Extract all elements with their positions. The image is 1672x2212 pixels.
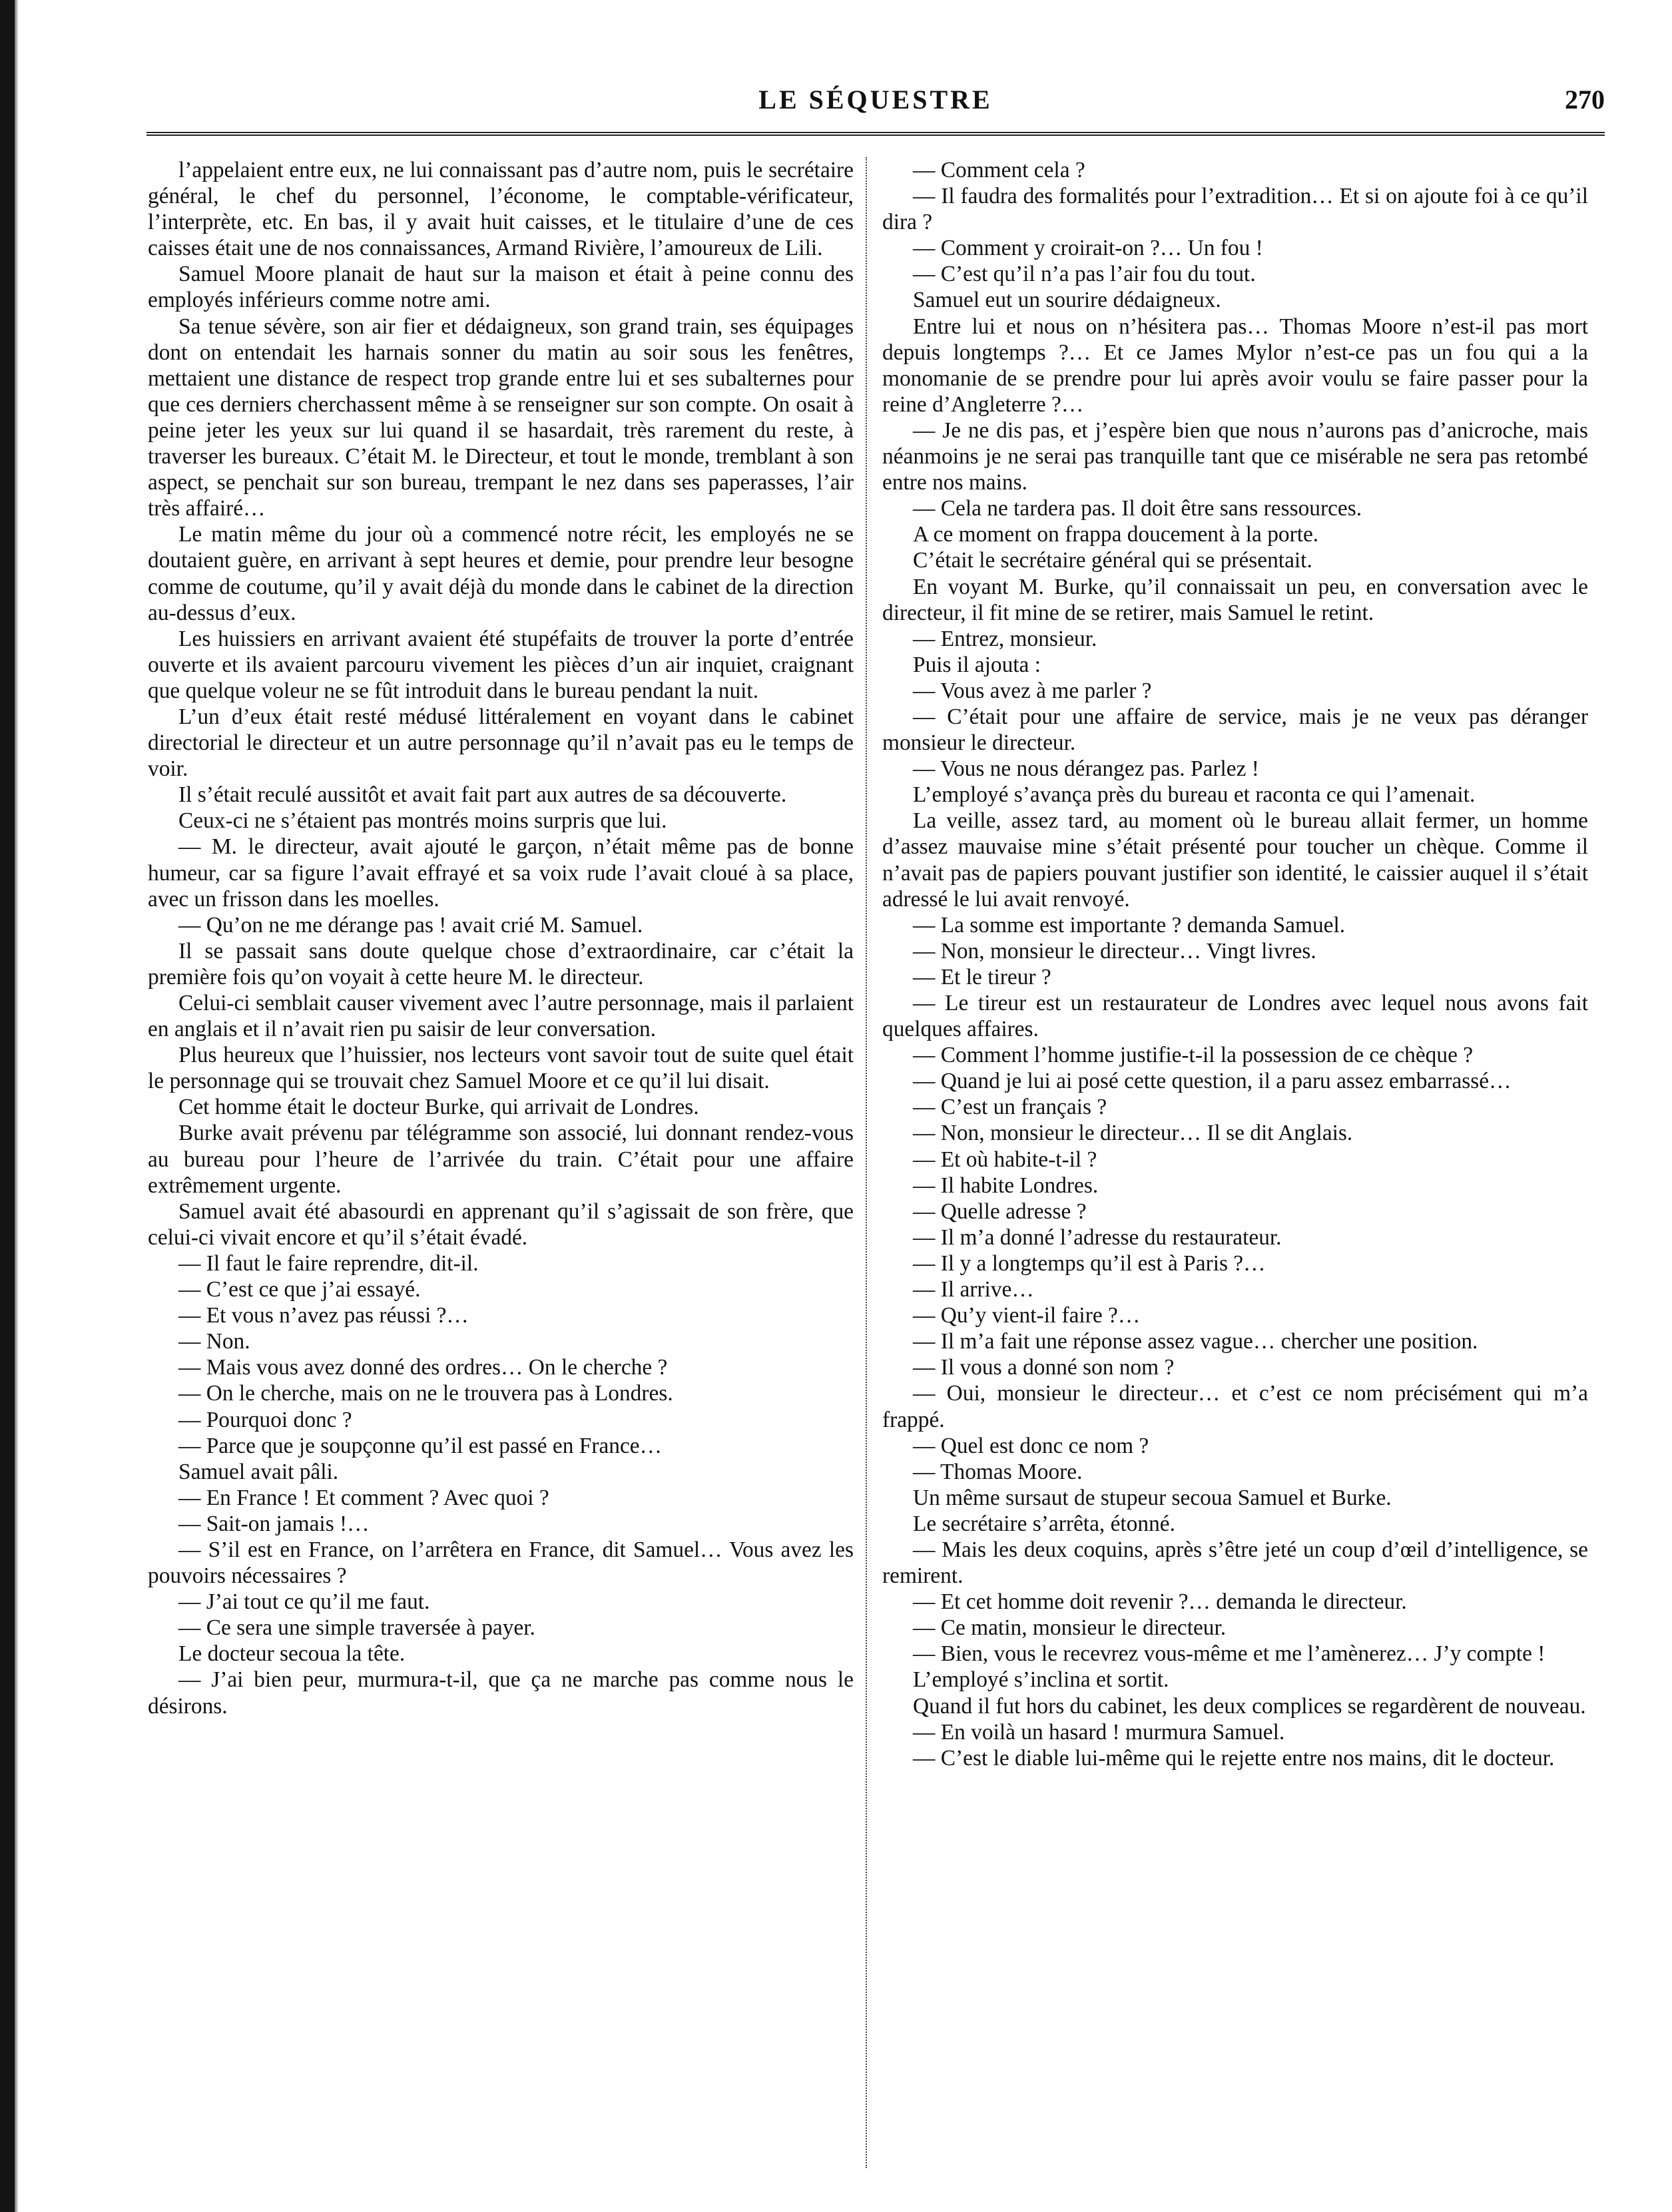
paragraph: Samuel eut un sourire dédaigneux.: [913, 288, 1221, 313]
dialogue-line: — C’est qu’il n’a pas l’air fou du tout.: [913, 262, 1256, 287]
dialogue-line: — Il y a longtemps qu’il est à Paris ?…: [913, 1250, 1266, 1276]
dialogue-line: — C’est un français ?: [913, 1095, 1107, 1120]
dialogue-line: — Mais vous avez donné des ordres… On le cherche ?: [178, 1355, 668, 1380]
paragraph: Samuel Moore planait de haut sur la maison et était à peine connu des employés inférieurs comme notre ami.: [148, 262, 854, 313]
column-divider: [866, 157, 867, 2168]
dialogue-line: — Quelle adresse ?: [913, 1199, 1087, 1224]
page-header: [146, 79, 1605, 125]
paragraph: L’employé s’avança près du bureau et raconta ce qui l’amenait.: [913, 782, 1476, 808]
dialogue-line: — Mais les deux coquins, après s’être jeté un coup d’œil d’intelligence, se remirent.: [882, 1537, 1588, 1589]
paragraph: Cet homme était le docteur Burke, qui arrivait de Londres.: [178, 1095, 699, 1120]
paragraph: Ceux-ci ne s’étaient pas montrés moins surpris que lui.: [178, 808, 667, 834]
dialogue-line: — C’était pour une affaire de service, mais je ne veux pas déranger monsieur le directeur.: [882, 704, 1588, 756]
paragraph: L’un d’eux était resté médusé littéralement en voyant dans le cabinet directorial le directeur et un autre personnage qu’il n’avait pas eu le temps de voir.: [148, 704, 854, 782]
dialogue-line: — C’est ce que j’ai essayé.: [178, 1277, 421, 1302]
paragraph: Il se passait sans doute quelque chose d’extraordinaire, car c’était la première fois qu’on voyait à cette heure M. le directeur.: [148, 938, 854, 989]
dialogue-line: — Ce matin, monsieur le directeur.: [913, 1615, 1227, 1641]
dialogue-line: — Vous ne nous dérangez pas. Parlez !: [913, 756, 1259, 782]
header-double-rule: [146, 132, 1605, 136]
dialogue-line: — Vous avez à me parler ?: [913, 678, 1152, 703]
paragraph: Celui-ci semblait causer vivement avec l’autre personnage, mais il parlaient en anglais et il n’avait rien pu saisir de leur conversation.: [148, 991, 854, 1042]
paragraph: Burke avait prévenu par télégramme son associé, lui donnant rendez-vous au bureau pour l’heure de l’arrivée du train. C’était pour une affaire extrêmement urgente.: [148, 1121, 854, 1198]
paragraph: l’appelaient entre eux, ne lui connaissant pas d’autre nom, puis le secrétaire général, le chef du personnel, l’économe, le comptable-vérificateur, l’interprète, etc. En bas, il y avait huit caisses, et le titulaire d’une de ces caisses était une de nos connaissances, Armand Rivière, l’amoureux de Lili.: [148, 158, 854, 261]
running-title: LE SÉQUESTRE: [758, 85, 993, 115]
dialogue-line: — Le tireur est un restaurateur de Londres avec lequel nous avons fait quelques affaires.: [882, 991, 1588, 1042]
paragraph: Plus heureux que l’huissier, nos lecteurs vont savoir tout de suite quel était le personnage qui se trouvait chez Samuel Moore et ce qu’il lui disait.: [148, 1043, 854, 1094]
dialogue-line: — Comment y croirait-on ?… Un fou !: [913, 236, 1263, 261]
dialogue-line: — Comment l’homme justifie-t-il la possession de ce chèque ?: [913, 1043, 1474, 1068]
dialogue-line: — Bien, vous le recevrez vous-même et me l’amènerez… J’y compte !: [913, 1641, 1545, 1667]
text-column-left: [148, 157, 854, 2168]
dialogue-line: — Entrez, monsieur.: [913, 626, 1097, 651]
dialogue-line: — Non, monsieur le directeur… Vingt livres.: [913, 938, 1316, 964]
paragraph: La veille, assez tard, au moment où le bureau allait fermer, un homme d’assez mauvaise mine s’était présenté pour toucher un chèque. Comme il n’avait pas de papiers pouvant justifier son identité, le caissier auquel il s’était adressé le lui avait renvoyé.: [882, 808, 1588, 912]
dialogue-line: — En voilà un hasard ! murmura Samuel.: [913, 1719, 1285, 1745]
dialogue-line: — Il m’a donné l’adresse du restaurateur.: [913, 1225, 1282, 1250]
dialogue-line: — La somme est importante ? demanda Samuel.: [913, 912, 1346, 938]
dialogue-line: — Quel est donc ce nom ?: [913, 1433, 1149, 1458]
dialogue-line: — Et vous n’avez pas réussi ?…: [178, 1303, 469, 1328]
dialogue-line: — Sait-on jamais !…: [178, 1511, 370, 1536]
paragraph: L’employé s’inclina et sortit.: [913, 1667, 1169, 1693]
paragraph: Un même sursaut de stupeur secoua Samuel et Burke.: [913, 1485, 1392, 1510]
dialogue-line: — Non, monsieur le directeur… Il se dit Anglais.: [913, 1121, 1353, 1146]
dialogue-line: — Thomas Moore.: [913, 1459, 1083, 1484]
paragraph: Les huissiers en arrivant avaient été stupéfaits de trouver la porte d’entrée ouverte et ils avaient parcouru vivement les pièces d’un air inquiet, craignant que quelque voleur ne se fût introduit dans le bureau pendant la nuit.: [148, 626, 854, 703]
dialogue-line: — Il m’a fait une réponse assez vague… chercher une position.: [913, 1329, 1478, 1354]
dialogue-line: — C’est le diable lui-même qui le rejette entre nos mains, dit le docteur.: [913, 1745, 1555, 1771]
dialogue-line: — Ce sera une simple traversée à payer.: [178, 1615, 535, 1641]
spine-edge-gradient: [15, 0, 19, 2212]
paragraph: — Qu’on ne me dérange pas ! avait crié M. Samuel.: [178, 912, 643, 938]
dialogue-line: — Et où habite-t-il ?: [913, 1147, 1097, 1172]
paragraph: Le matin même du jour où a commencé notre récit, les employés ne se doutaient guère, en arrivant à sept heures et demie, pour prendre leur besogne comme de coutume, qu’il y avait déjà du monde dans le cabinet de la direction au-dessus d’eux.: [148, 522, 854, 625]
dialogue-line: — Non.: [178, 1329, 250, 1354]
paragraph: — M. le directeur, avait ajouté le garçon, n’était même pas de bonne humeur, car sa figure l’avait effrayé et sa voix rude l’avait cloué à sa place, avec un frisson dans les moelles.: [148, 834, 854, 912]
paragraph: Il s’était reculé aussitôt et avait fait part aux autres de sa découverte.: [178, 782, 787, 808]
dialogue-line: — Quand je lui ai posé cette question, il a paru assez embarrassé…: [913, 1069, 1512, 1094]
dialogue-line: — Il habite Londres.: [913, 1173, 1099, 1198]
dialogue-line: — S’il est en France, on l’arrêtera en France, dit Samuel… Vous avez les pouvoirs nécessaires ?: [148, 1537, 854, 1589]
dialogue-line: — Il arrive…: [913, 1277, 1034, 1302]
paragraph: Sa tenue sévère, son air fier et dédaigneux, son grand train, ses équipages dont on entendait les harnais sonner du matin au soir sous les fenêtres, mettaient une distance de respect trop grande entre lui et ses subalternes pour que ces derniers cherchassent même à se renseigner sur son compte. On osait à peine jeter les yeux sur lui quand il se hasardait, très rarement du reste, à traverser les bureaux. C’était M. le Directeur, et tout le monde, tremblant à son aspect, se penchait sur son bureau, trempant le nez dans ses paperasses, l’air très affairé…: [148, 314, 854, 521]
paragraph: Samuel avait pâli.: [178, 1459, 339, 1484]
dialogue-line: — Il vous a donné son nom ?: [913, 1355, 1175, 1380]
dialogue-line: — Je ne dis pas, et j’espère bien que nous n’aurons pas d’anicroche, mais néanmoins je ne serai pas tranquille tant que ce misérable ne sera pas retombé entre nos mains.: [882, 417, 1588, 495]
paragraph: C’était le secrétaire général qui se présentait.: [913, 548, 1312, 573]
dialogue-line: — On le cherche, mais on ne le trouvera pas à Londres.: [178, 1381, 673, 1406]
dialogue-line: — Et le tireur ?: [913, 964, 1051, 989]
paragraph: A ce moment on frappa doucement à la porte.: [913, 522, 1319, 547]
dialogue-line: — Et cet homme doit revenir ?… demanda le directeur.: [913, 1589, 1407, 1615]
dialogue-line: — J’ai bien peur, murmura-t-il, que ça ne marche pas comme nous le désirons.: [148, 1667, 854, 1719]
page-number: 270: [1565, 85, 1605, 115]
paragraph: Quand il fut hors du cabinet, les deux complices se regardèrent de nouveau.: [913, 1693, 1586, 1719]
paragraph: Le secrétaire s’arrêta, étonné.: [913, 1511, 1175, 1536]
dialogue-line: — Parce que je soupçonne qu’il est passé en France…: [178, 1433, 663, 1458]
paragraph: Entre lui et nous on n’hésitera pas… Thomas Moore n’est-il pas mort depuis longtemps ?… Et ce James Mylor n’est-ce pas un fou qui a la monomanie de se prendre pour lui après avoir voulu se faire passer pour la reine d’Angleterre ?…: [882, 314, 1588, 417]
paragraph: Puis il ajouta :: [913, 652, 1041, 677]
paragraph: En voyant M. Burke, qu’il connaissait un peu, en conversation avec le directeur, il fit mine de se retirer, mais Samuel le retint.: [882, 574, 1588, 625]
paragraph: Samuel avait été abasourdi en apprenant qu’il s’agissait de son frère, que celui-ci vivait encore et qu’il s’était évadé.: [148, 1199, 854, 1250]
dialogue-line: — Comment cela ?: [913, 158, 1085, 182]
dialogue-line: — Cela ne tardera pas. Il doit être sans ressources.: [913, 496, 1362, 521]
dialogue-line: — Qu’y vient-il faire ?…: [913, 1303, 1141, 1328]
book-spine-shadow: [0, 0, 15, 2212]
dialogue-line: — En France ! Et comment ? Avec quoi ?: [178, 1485, 549, 1510]
dialogue-line: — Pourquoi donc ?: [178, 1407, 352, 1432]
text-column-right: [882, 157, 1588, 2168]
dialogue-line: — J’ai tout ce qu’il me faut.: [178, 1589, 430, 1615]
paragraph: Le docteur secoua la tête.: [178, 1641, 406, 1667]
dialogue-line: — Il faut le faire reprendre, dit-il.: [178, 1250, 479, 1276]
dialogue-line: — Oui, monsieur le directeur… et c’est ce nom précisément qui m’a frappé.: [882, 1381, 1588, 1432]
dialogue-line: — Il faudra des formalités pour l’extradition… Et si on ajoute foi à ce qu’il dira ?: [882, 184, 1588, 235]
